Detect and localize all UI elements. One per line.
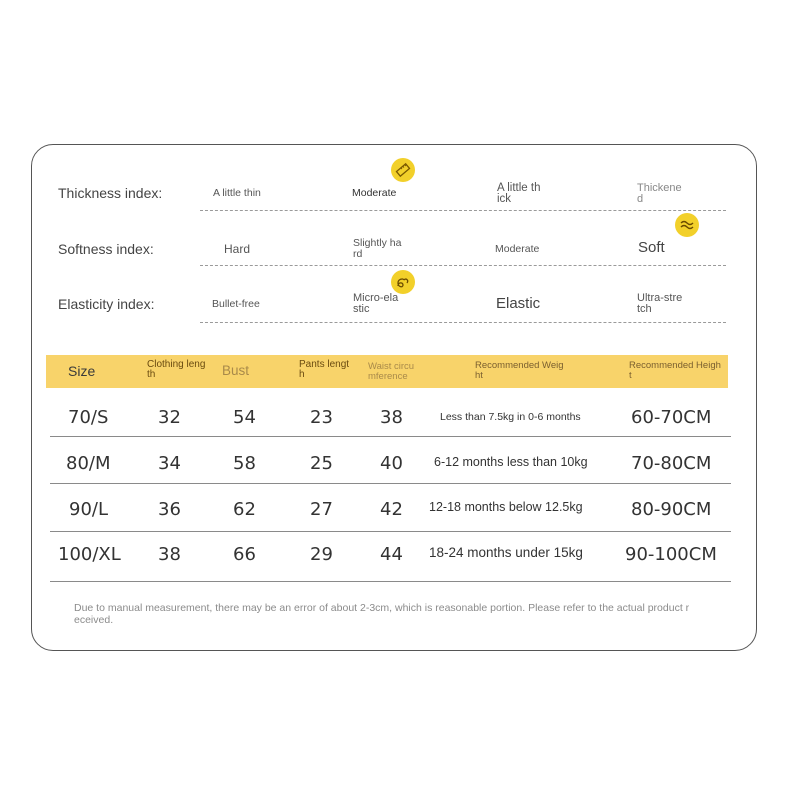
softness-option-1: Hard	[224, 242, 251, 256]
cell-weight: 18-24 months under 15kg	[429, 545, 583, 560]
softness-divider	[200, 265, 726, 266]
thickness-option-4: Thickene d	[637, 182, 682, 205]
row-divider	[50, 436, 731, 437]
cell-weight: Less than 7.5kg in 0-6 months	[440, 411, 581, 423]
thickness-option-2: Moderate	[352, 187, 397, 199]
cell-waist: 38	[380, 407, 403, 428]
cell-size: 70/S	[68, 407, 109, 428]
cell-weight: 12-18 months below 12.5kg	[429, 500, 583, 514]
cell-clothing-length: 32	[158, 407, 181, 428]
ruler-icon	[391, 158, 415, 182]
elasticity-option-2: Micro-ela stic	[353, 292, 399, 315]
thickness-divider	[200, 210, 726, 211]
elasticity-option-4: Ultra-stre tch	[637, 292, 683, 315]
cell-pants-length: 23	[310, 407, 333, 428]
thickness-index-label: Thickness index:	[58, 185, 163, 201]
row-divider	[50, 581, 731, 582]
cell-bust: 62	[233, 499, 256, 520]
cell-waist: 42	[380, 499, 403, 520]
size-chart-card	[31, 144, 757, 651]
header-pants-length: Pants lengt h	[299, 359, 350, 380]
cell-height: 70-80CM	[631, 453, 712, 474]
softness-option-3: Moderate	[495, 243, 540, 255]
cell-height: 90-100CM	[625, 544, 717, 565]
thickness-option-1: A little thin	[213, 187, 261, 199]
header-waist: Waist circu mference	[368, 361, 415, 382]
cell-clothing-length: 36	[158, 499, 181, 520]
measurement-note: Due to manual measurement, there may be an error of about 2-3cm, which is reasonable portion. Please refer to the actual product r eceived.	[74, 602, 690, 626]
cell-size: 100/XL	[58, 544, 121, 565]
header-clothing-length: Clothing leng th	[147, 359, 206, 380]
cell-pants-length: 27	[310, 499, 333, 520]
cell-waist: 44	[380, 544, 403, 565]
cell-bust: 66	[233, 544, 256, 565]
spring-icon	[391, 270, 415, 294]
cell-clothing-length: 34	[158, 453, 181, 474]
header-recommended-height: Recommended Heigh t	[629, 360, 721, 381]
cell-clothing-length: 38	[158, 544, 181, 565]
cell-size: 90/L	[69, 499, 108, 520]
cell-bust: 58	[233, 453, 256, 474]
elasticity-option-3: Elastic	[496, 295, 541, 312]
cell-waist: 40	[380, 453, 403, 474]
softness-option-2: Slightly ha rd	[353, 237, 402, 260]
softness-index-label: Softness index:	[58, 241, 154, 257]
header-bust: Bust	[222, 363, 250, 378]
cell-size: 80/M	[66, 453, 111, 474]
header-recommended-weight: Recommended Weig ht	[475, 360, 564, 381]
row-divider	[50, 531, 731, 532]
softness-option-4: Soft	[638, 239, 665, 256]
cell-pants-length: 25	[310, 453, 333, 474]
wave-icon	[675, 213, 699, 237]
row-divider	[50, 483, 731, 484]
header-size: Size	[68, 363, 96, 379]
cell-height: 60-70CM	[631, 407, 712, 428]
cell-height: 80-90CM	[631, 499, 712, 520]
elasticity-option-1: Bullet-free	[212, 298, 260, 310]
cell-bust: 54	[233, 407, 256, 428]
elasticity-index-label: Elasticity index:	[58, 296, 155, 312]
cell-pants-length: 29	[310, 544, 333, 565]
thickness-option-3: A little th ick	[497, 182, 541, 205]
elasticity-divider	[200, 322, 726, 323]
cell-weight: 6-12 months less than 10kg	[434, 455, 588, 469]
